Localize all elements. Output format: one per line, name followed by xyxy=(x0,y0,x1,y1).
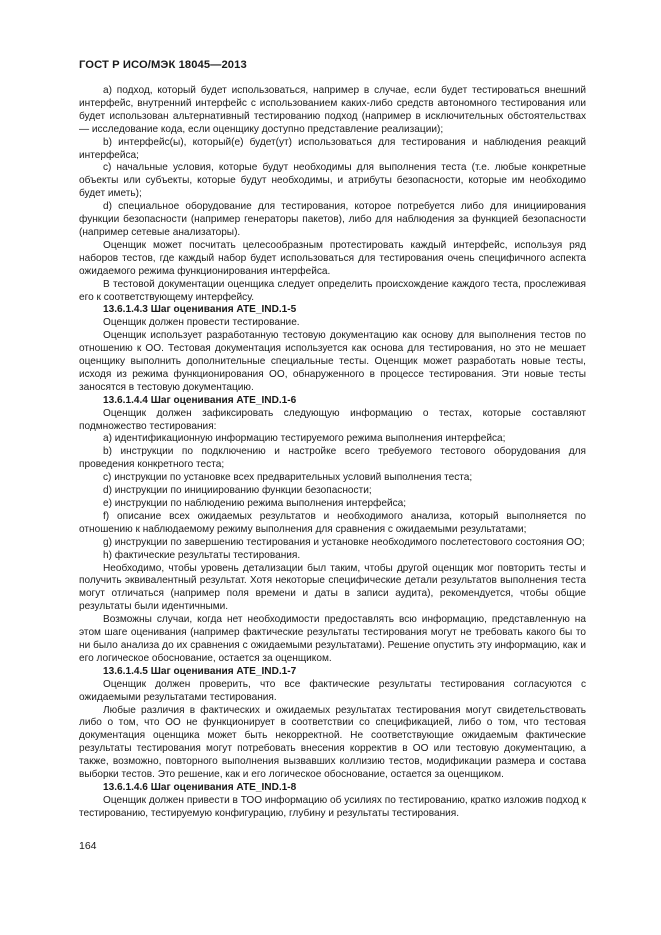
paragraph: Оценщик должен привести в ТОО информацию об усилиях по тестированию, кратко изложив подход к тестированию, тестируемую конфигурацию, глубину и результаты тестирования. xyxy=(79,794,586,819)
page-number: 164 xyxy=(79,840,97,852)
paragraph: b) инструкции по подключению и настройке всего требуемого тестового оборудования для проведения конкретного теста; xyxy=(79,446,586,471)
paragraph: b) интерфейс(ы), который(е) будет(ут) использоваться для тестирования и наблюдения реакций интерфейса; xyxy=(79,136,586,161)
paragraph: Необходимо, чтобы уровень детализации был таким, чтобы другой оценщик мог повторить тесты и получить эквивалентный результат. Хотя некоторые специфические детали результатов выполнения теста могут отличаться (например поля времени и даты в записи аудита), рекомендуется, чтобы общие результаты были идентичными. xyxy=(79,562,586,613)
paragraph: g) инструкции по завершению тестирования и установке необходимого послетестового состояния ОО; xyxy=(103,536,585,548)
paragraph: В тестовой документации оценщика следует определить происхождение каждого теста, прослеживая его к соответствующему интерфейсу. xyxy=(79,278,586,303)
paragraph: Оценщик должен проверить, что все фактические результаты тестирования согласуются с ожидаемыми результатами тестирования. xyxy=(79,678,586,703)
paragraph: Возможны случаи, когда нет необходимости предоставлять всю информацию, представленную на этом шаге оценивания (например фактические результаты тестирования могут не требовать какого бы то ни было анализа до их сравнения с ожидаемыми результатами). Решение опустить эту информацию, как и его логическое обоснование, остается за оценщиком. xyxy=(79,614,586,664)
paragraph: Любые различия в фактических и ожидаемых результатах тестирования могут свидетельствовать либо о том, что ОО не функционирует в соответствии со спецификацией, либо о том, что тестовая документация оценщика может быть некорректной. Не соответствующие ожидаемым фактические результаты тестирования могут потребовать внесения корректив в ОО или тестовую документацию, а также, возможно, повторного выполнения вызвавших коллизию тестов, модификации размера и состава выборки тестов. Это решение, как и его логическое обоснование, остается за оценщиком. xyxy=(79,704,586,781)
section-heading: 13.6.1.4.3 Шаг оценивания ATE_IND.1-5 xyxy=(103,304,297,316)
section-heading: 13.6.1.4.5 Шаг оценивания ATE_IND.1-7 xyxy=(103,665,297,677)
paragraph: d) специальное оборудование для тестирования, которое потребуется либо для инициирования функции безопасности (например генераторы пакетов), либо для наблюдения за функцией безопасности (например сетевые анализаторы). xyxy=(79,201,586,238)
section-heading: 13.6.1.4.4 Шаг оценивания ATE_IND.1-6 xyxy=(103,394,297,406)
paragraph: а) идентификационную информацию тестируемого режима выполнения интерфейса; xyxy=(103,433,506,445)
paragraph: d) инструкции по инициированию функции безопасности; xyxy=(103,485,372,497)
paragraph: e) инструкции по наблюдению режима выполнения интерфейса; xyxy=(103,498,407,509)
paragraph: c) начальные условия, которые будут необходимы для выполнения теста (т.е. любые конкретные объекты или субъекты, которые будут необходимы, и атрибуты безопасности, которые им необходимо будет иметь); xyxy=(79,162,586,200)
paragraph: Оценщик должен провести тестирование. xyxy=(103,317,300,329)
document-body xyxy=(79,85,586,821)
paragraph: Оценщик должен зафиксировать следующую информацию о тестах, которые составляют подмножество тестирования: xyxy=(79,407,586,432)
paragraph: а) подход, который будет использоваться, например в случае, если будет тестироваться внешний интерфейс, внутренний интерфейс с использованием каких-либо средств автономного тестирования или будет использован альтернативный тестированию подход (например в исключительных обстоятельствах — исследование кода, если оценщику доступно представление реализации); xyxy=(79,85,586,135)
paragraph: c) инструкции по установке всех предварительных условий выполнения теста; xyxy=(103,472,473,484)
paragraph: f) описание всех ожидаемых результатов и необходимого анализа, который выполняется по отношению к наблюдаемому режиму выполнения для сравнения с ожидаемыми результатами; xyxy=(79,510,586,535)
section-heading: 13.6.1.4.6 Шаг оценивания ATE_IND.1-8 xyxy=(103,781,297,793)
paragraph: Оценщик может посчитать целесообразным протестировать каждый интерфейс, используя ряд наборов тестов, где каждый набор будет использоваться для тестирования очень специфичного аспекта ожидаемого режима функционирования интерфейса. xyxy=(79,239,586,277)
paragraph: h) фактические результаты тестирования. xyxy=(103,549,301,561)
document-header: ГОСТ Р ИСО/МЭК 18045—2013 xyxy=(79,59,247,71)
paragraph: Оценщик использует разработанную тестовую документацию как основу для выполнения тестов по отношению к ОО. Тестовая документация используется как основа для тестирования, но это не мешает оценщику выполнить дополнительные специальные тесты. Оценщик может разработать новые тесты, исходя из режима функционирования ОО, обнаруженного в процессе тестирования. Эти новые тесты заносятся в тестовую документацию. xyxy=(79,330,586,393)
